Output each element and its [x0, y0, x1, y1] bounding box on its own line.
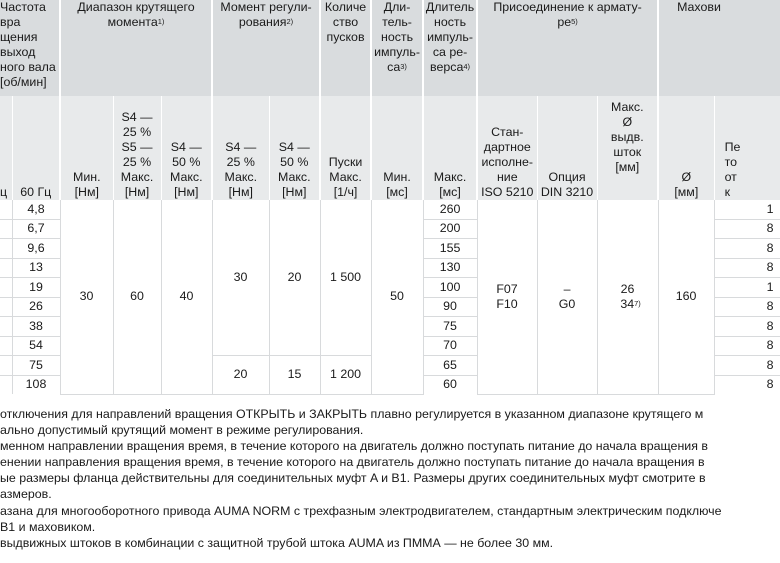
footnote-line: B1 и маховиком.	[0, 519, 96, 534]
cell-60hz: 6,7	[12, 219, 60, 239]
cell-60hz: 38	[12, 317, 60, 337]
cell-handwheel-ratio: 8	[714, 317, 780, 337]
header-pulse-duration: Дли- тель- ность импуль- $са^{3)}$	[371, 0, 423, 96]
header-valve-connection: Присоединение к армату- $ре^{5)}$	[477, 0, 658, 96]
header-handwheel: Махови	[658, 0, 780, 96]
header-reverse-pulse-duration: Длитель ность импуль- са ре- верса$^{4)}$	[423, 0, 477, 96]
cell-60hz: 19	[12, 278, 60, 298]
cell-handwheel-ratio: 8	[714, 375, 780, 394]
cell-handwheel-ratio: 8	[714, 258, 780, 278]
subheader-stem-diameter: Макс. Ø выдв. шток [мм]	[597, 96, 658, 200]
cell-60hz: 75	[12, 356, 60, 376]
cell-60hz: 9,6	[12, 239, 60, 259]
cell-reverse-pulse: 200	[423, 219, 477, 239]
cell-60hz: 13	[12, 258, 60, 278]
cell-handwheel-ratio: 8	[714, 297, 780, 317]
cell-mod-s4-50-lower: 15	[269, 356, 320, 395]
cell-handwheel-ratio: 8	[714, 356, 780, 376]
cell-reverse-pulse: 65	[423, 356, 477, 376]
cell-reverse-pulse: 75	[423, 317, 477, 337]
cell-torque-s4s5-25: 60	[113, 200, 161, 394]
subheader-pulse-min: Мин. [мс]	[371, 96, 423, 200]
subheader-handwheel-diameter: Ø [мм]	[658, 96, 714, 200]
cell-reverse-pulse: 70	[423, 336, 477, 356]
cell-60hz: 26	[12, 297, 60, 317]
subheader-starts-max: Пуски Макс. [1/ч]	[320, 96, 371, 200]
cell-stem-diameter: 26 34$^{7)}$	[597, 200, 658, 394]
subheader-reverse-pulse-max: Макс. [мс]	[423, 96, 477, 200]
subheader-60hz: 60 Гц	[12, 96, 60, 200]
cell-starts-upper: 1 500	[320, 200, 371, 356]
subheader-50hz: ц	[0, 96, 12, 200]
footnote-line: азана для многооборотного привода AUMA NORM с трехфазным электродвигателем, стандартным электрическим подключе	[0, 503, 722, 518]
footnote-line: енении направления вращения время, в течение которого на двигатель должно поступать питание до начала вращения в	[0, 455, 705, 470]
cell-mod-s4-50-upper: 20	[269, 200, 320, 356]
cell-mod-s4-25-upper: 30	[212, 200, 269, 356]
footnote-line: выдвижных штоков в комбинации с защитной трубой штока AUMA из ПММА — не более 30 мм.	[0, 535, 554, 550]
cell-60hz: 4,8	[12, 200, 60, 219]
footnote-line: азмеров.	[0, 487, 52, 502]
subheader-torque-min: Мин. [Нм]	[60, 96, 113, 200]
header-starts: Количе ство пусков	[320, 0, 371, 96]
subheader-torque-s4s5-25: S4 — 25 % S5 — 25 % Макс. [Нм]	[113, 96, 161, 200]
cell-handwheel-ratio: 8	[714, 336, 780, 356]
footnote-line: ально допустимый крутящий момент в режиме регулирования.	[0, 423, 364, 438]
cell-reverse-pulse: 90	[423, 297, 477, 317]
cell-reverse-pulse: 130	[423, 258, 477, 278]
cell-handwheel-ratio: 1	[714, 278, 780, 298]
cell-reverse-pulse: 100	[423, 278, 477, 298]
cell-flange-option: – G0	[537, 200, 597, 394]
cell-reverse-pulse: 155	[423, 239, 477, 259]
cell-reverse-pulse: 260	[423, 200, 477, 219]
cell-60hz: 108	[12, 375, 60, 394]
subheader-handwheel-ratio: Пе то от к	[714, 96, 780, 200]
cell-flange-standard: F07 F10	[477, 200, 537, 394]
footnote-line: ые размеры фланца действительны для соединительных муфт A и B1. Размеры других соединительных муфт смотрите в	[0, 471, 706, 486]
cell-handwheel-diameter: 160	[658, 200, 714, 394]
header-torque-range: Диапазон крутящего момента$^{1)}$	[60, 0, 212, 96]
subheader-connection-option: Опция DIN 3210	[537, 96, 597, 200]
subheader-connection-standard: Стан- дартное исполне- ние ISO 5210	[477, 96, 537, 200]
cell-handwheel-ratio: 8	[714, 219, 780, 239]
subheader-modulating-s4-25: S4 — 25 % Макс. [Нм]	[212, 96, 269, 200]
table-row	[0, 200, 780, 219]
cell-handwheel-ratio: 1	[714, 200, 780, 219]
cell-torque-s4-50: 40	[161, 200, 212, 394]
cell-pulse-min: 50	[371, 200, 423, 394]
cell-reverse-pulse: 60	[423, 375, 477, 394]
cell-torque-min: 30	[60, 200, 113, 394]
cell-handwheel-ratio: 8	[714, 239, 780, 259]
subheader-modulating-s4-50: S4 — 50 % Макс. [Нм]	[269, 96, 320, 200]
cell-mod-s4-25-lower: 20	[212, 356, 269, 395]
cell-60hz: 54	[12, 336, 60, 356]
header-output-speed: Частота вра щения выход ного вала [об/мин]	[0, 0, 60, 96]
subheader-torque-s4-50: S4 — 50 % Макс. [Нм]	[161, 96, 212, 200]
footnote-line: менном направлении вращения время, в течение которого на двигатель должно поступать питание до начала вращения в	[0, 439, 708, 454]
cell-starts-lower: 1 200	[320, 356, 371, 395]
header-modulating-torque: Момент регули- рования$^{2)}$	[212, 0, 320, 96]
footnotes	[0, 406, 760, 551]
footnote-line: отключения для направлений вращения ОТКРЫТЬ и ЗАКРЫТЬ плавно регулируется в указанном диапазоне крутящего м	[0, 407, 704, 421]
